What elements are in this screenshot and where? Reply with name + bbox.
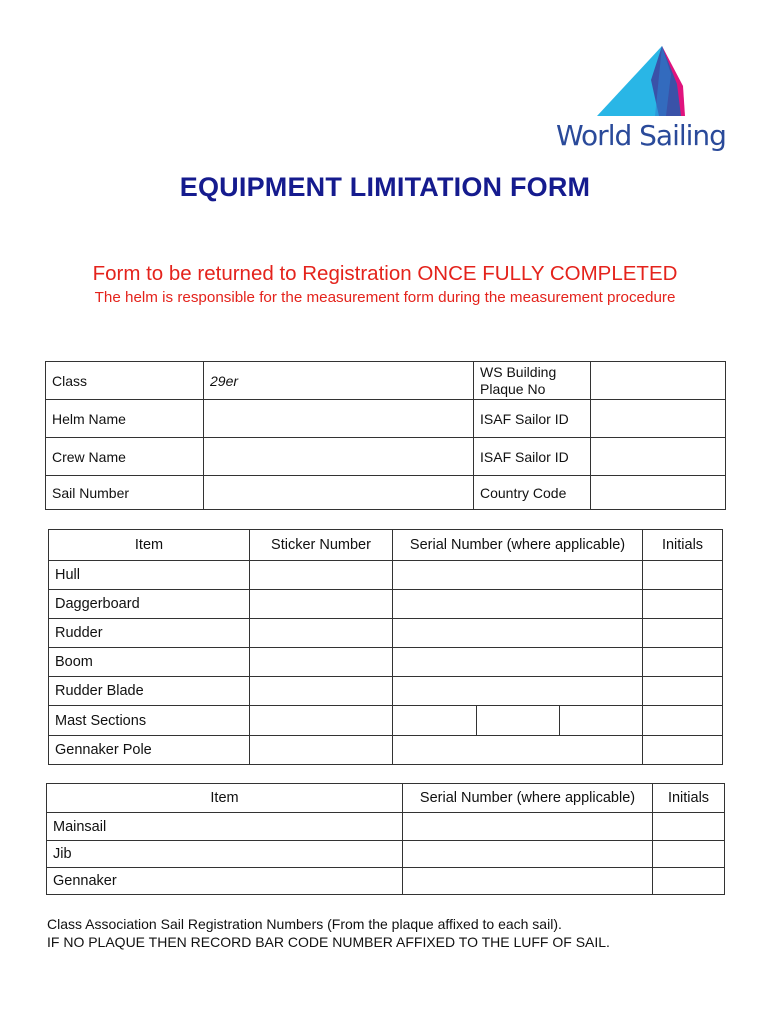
- initials-field[interactable]: [643, 677, 723, 706]
- initials-field[interactable]: [643, 648, 723, 677]
- serial-number-field[interactable]: [393, 648, 643, 677]
- serial-number-field[interactable]: [393, 736, 643, 765]
- mast-serial-cells: [393, 706, 643, 736]
- sail-serial-field[interactable]: [403, 841, 653, 868]
- initials-field[interactable]: [643, 706, 723, 736]
- country-code-label: Country Code: [474, 476, 591, 510]
- mast-serial-field-3[interactable]: [559, 706, 642, 735]
- table-row: [49, 706, 723, 736]
- equipment-header-initials: Initials: [643, 530, 723, 561]
- equipment-item-rudder-blade: Rudder Blade: [49, 677, 250, 706]
- sail-serial-field[interactable]: [403, 868, 653, 895]
- sails-header-serial: Serial Number (where applicable): [403, 784, 653, 813]
- sticker-number-field[interactable]: [250, 706, 393, 736]
- helm-responsibility-note: The helm is responsible for the measurement form during the measurement procedure: [94, 289, 676, 306]
- sticker-number-field[interactable]: [250, 677, 393, 706]
- initials-field[interactable]: [643, 619, 723, 648]
- mast-serial-field-2[interactable]: [476, 706, 559, 735]
- helm-name-field[interactable]: [204, 400, 474, 438]
- logo-wordmark: World Sailing: [556, 119, 726, 152]
- sticker-number-field[interactable]: [250, 561, 393, 590]
- sail-initials-field[interactable]: [653, 841, 725, 868]
- table-row: [49, 677, 723, 706]
- table-row: [49, 590, 723, 619]
- serial-number-field[interactable]: [393, 590, 643, 619]
- footer-line-1: Class Association Sail Registration Numbers (From the plaque affixed to each sail).: [47, 916, 562, 932]
- helm-sailor-id-field[interactable]: [591, 400, 726, 438]
- plaque-label: [474, 362, 591, 400]
- serial-number-field[interactable]: [393, 561, 643, 590]
- table-row: [49, 619, 723, 648]
- table-row: [47, 813, 725, 841]
- serial-number-field[interactable]: [393, 677, 643, 706]
- sails-table: [46, 783, 725, 895]
- sail-serial-field[interactable]: [403, 813, 653, 841]
- crew-name-field[interactable]: [204, 438, 474, 476]
- sail-item-jib: Jib: [47, 841, 403, 868]
- equipment-item-hull: Hull: [49, 561, 250, 590]
- initials-field[interactable]: [643, 590, 723, 619]
- class-value[interactable]: 29er: [204, 362, 474, 400]
- form-title: EQUIPMENT LIMITATION FORM: [179, 172, 591, 202]
- crew-sailor-id-field[interactable]: [591, 438, 726, 476]
- equipment-header-serial: Serial Number (where applicable): [393, 530, 643, 561]
- sail-number-label: Sail Number: [46, 476, 204, 510]
- table-row: [49, 561, 723, 590]
- equipment-item-daggerboard: Daggerboard: [49, 590, 250, 619]
- initials-field[interactable]: [643, 736, 723, 765]
- table-row: [47, 868, 725, 895]
- crew-name-label: Crew Name: [46, 438, 204, 476]
- crew-sailor-id-label: ISAF Sailor ID: [474, 438, 591, 476]
- plaque-label-line1: WS Building: [480, 363, 557, 380]
- serial-number-field[interactable]: [393, 619, 643, 648]
- footer-line-2: IF NO PLAQUE THEN RECORD BAR CODE NUMBER AFFIXED TO THE LUFF OF SAIL.: [47, 934, 610, 950]
- class-label: Class: [46, 362, 204, 400]
- sail-item-gennaker: Gennaker: [47, 868, 403, 895]
- sails-header-initials: Initials: [653, 784, 725, 813]
- mast-serial-field-1[interactable]: [393, 706, 476, 735]
- world-sailing-logo: [553, 44, 733, 159]
- equipment-item-mast-sections: Mast Sections: [49, 706, 250, 736]
- sticker-number-field[interactable]: [250, 590, 393, 619]
- table-row: [49, 736, 723, 765]
- equipment-header-item: Item: [49, 530, 250, 561]
- table-row: [47, 841, 725, 868]
- equipment-item-rudder: Rudder: [49, 619, 250, 648]
- footer-note: [47, 915, 610, 951]
- helm-sailor-id-label: ISAF Sailor ID: [474, 400, 591, 438]
- sail-number-field[interactable]: [204, 476, 474, 510]
- plaque-number-field[interactable]: [591, 362, 726, 400]
- table-row: [49, 648, 723, 677]
- sails-header-item: Item: [47, 784, 403, 813]
- equipment-item-boom: Boom: [49, 648, 250, 677]
- sticker-number-field[interactable]: [250, 736, 393, 765]
- sail-initials-field[interactable]: [653, 813, 725, 841]
- equipment-header-sticker: Sticker Number: [250, 530, 393, 561]
- initials-field[interactable]: [643, 561, 723, 590]
- sticker-number-field[interactable]: [250, 648, 393, 677]
- boat-details-table: [45, 361, 726, 510]
- helm-name-label: Helm Name: [46, 400, 204, 438]
- equipment-item-gennaker-pole: Gennaker Pole: [49, 736, 250, 765]
- sail-item-mainsail: Mainsail: [47, 813, 403, 841]
- mast-serial-subtable: [393, 706, 642, 735]
- equipment-table: [48, 529, 723, 765]
- country-code-field[interactable]: [591, 476, 726, 510]
- plaque-label-line2: Plaque No: [480, 380, 546, 397]
- return-instruction: Form to be returned to Registration ONCE FULLY COMPLETED: [92, 262, 678, 285]
- sail-logo-icon: [597, 44, 687, 116]
- sail-initials-field[interactable]: [653, 868, 725, 895]
- sticker-number-field[interactable]: [250, 619, 393, 648]
